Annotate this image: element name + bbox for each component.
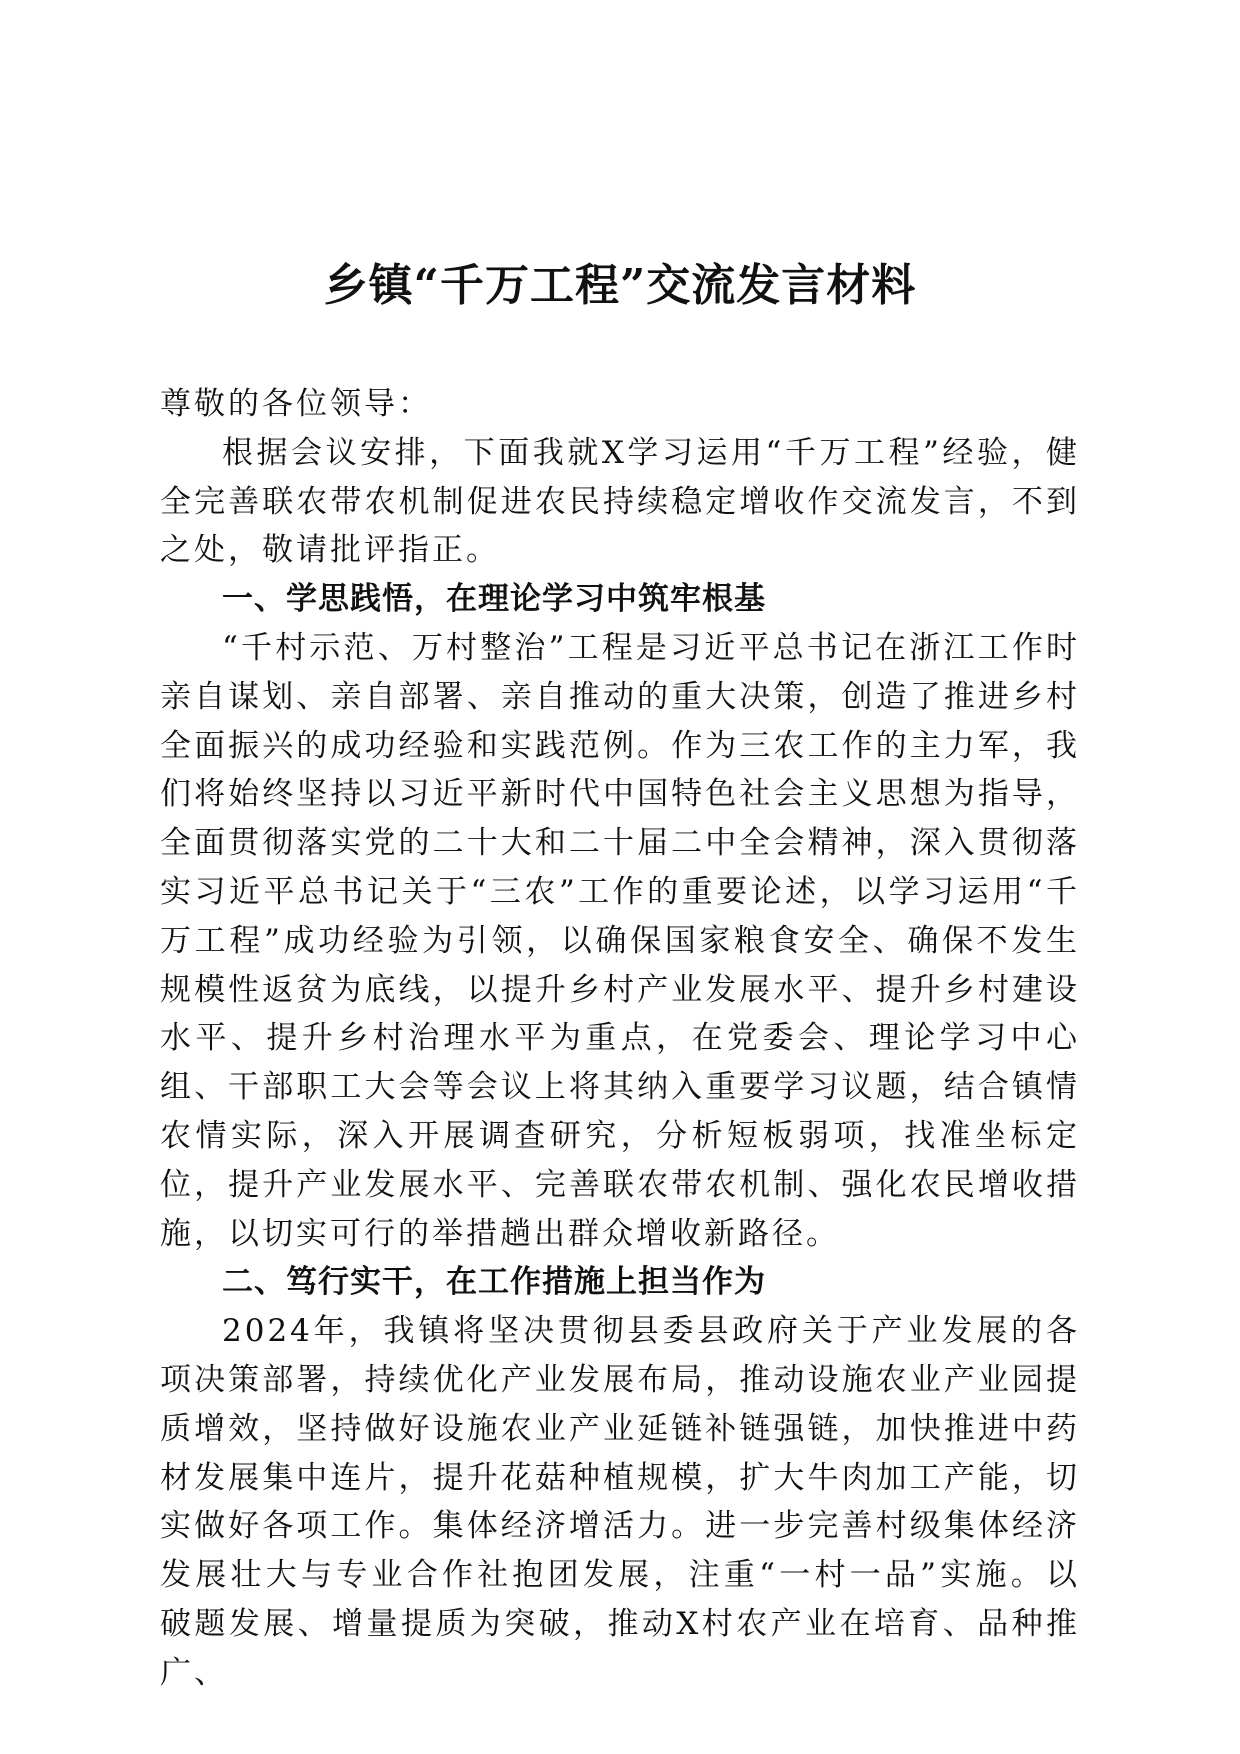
section-paragraph-2: 2024年，我镇将坚决贯彻县委县政府关于产业发展的各项决策部署，持续优化产业发展布局，推动设施农业产业园提质增效，坚持做好设施农业产业延链补链强链，加快推进中药材发展集中连片，提升花菇种植规模，扩大牛肉加工产能，切实做好各项工作。集体经济增活力。进一步完善村级集体经济发展壮大与专业合作社抱团发展，注重“一村一品”实施。以破题发展、增量提质为突破，推动X村农产业在培育、品种推广、 xyxy=(160,1313,1080,1691)
salutation: 尊敬的各位领导： xyxy=(160,386,432,422)
document-body xyxy=(160,380,1080,1698)
section-heading-1: 一、学思践悟，在理论学习中筑牢根基 xyxy=(222,581,766,618)
intro-paragraph: 根据会议安排，下面我就X学习运用“千万工程”经验，健全完善联农带农机制促进农民持续稳定增收作交流发言，不到之处，敬请批评指正。 xyxy=(160,434,1080,569)
section-paragraph-1: “千村示范、万村整治”工程是习近平总书记在浙江工作时亲自谋划、亲自部署、亲自推动的重大决策，创造了推进乡村全面振兴的成功经验和实践范例。作为三农工作的主力军，我们将始终坚持以习近平新时代中国特色社会主义思想为指导，全面贯彻落实党的二十大和二十届二中全会精神，深入贯彻落实习近平总书记关于“三农”工作的重要论述，以学习运用“千万工程”成功经验为引领，以确保国家粮食安全、确保不发生规模性返贫为底线，以提升乡村产业发展水平、提升乡村建设水平、提升乡村治理水平为重点，在党委会、理论学习中心组、干部职工大会等会议上将其纳入重要学习议题，结合镇情农情实际，深入开展调查研究，分析短板弱项，找准坐标定位，提升产业发展水平、完善联农带农机制、强化农民增收措施，以切实可行的举措趟出群众增收新路径。 xyxy=(160,629,1080,1252)
document-title: 乡镇“千万工程”交流发言材料 xyxy=(323,260,917,311)
section-heading-2: 二、笃行实干，在工作措施上担当作为 xyxy=(222,1264,766,1301)
